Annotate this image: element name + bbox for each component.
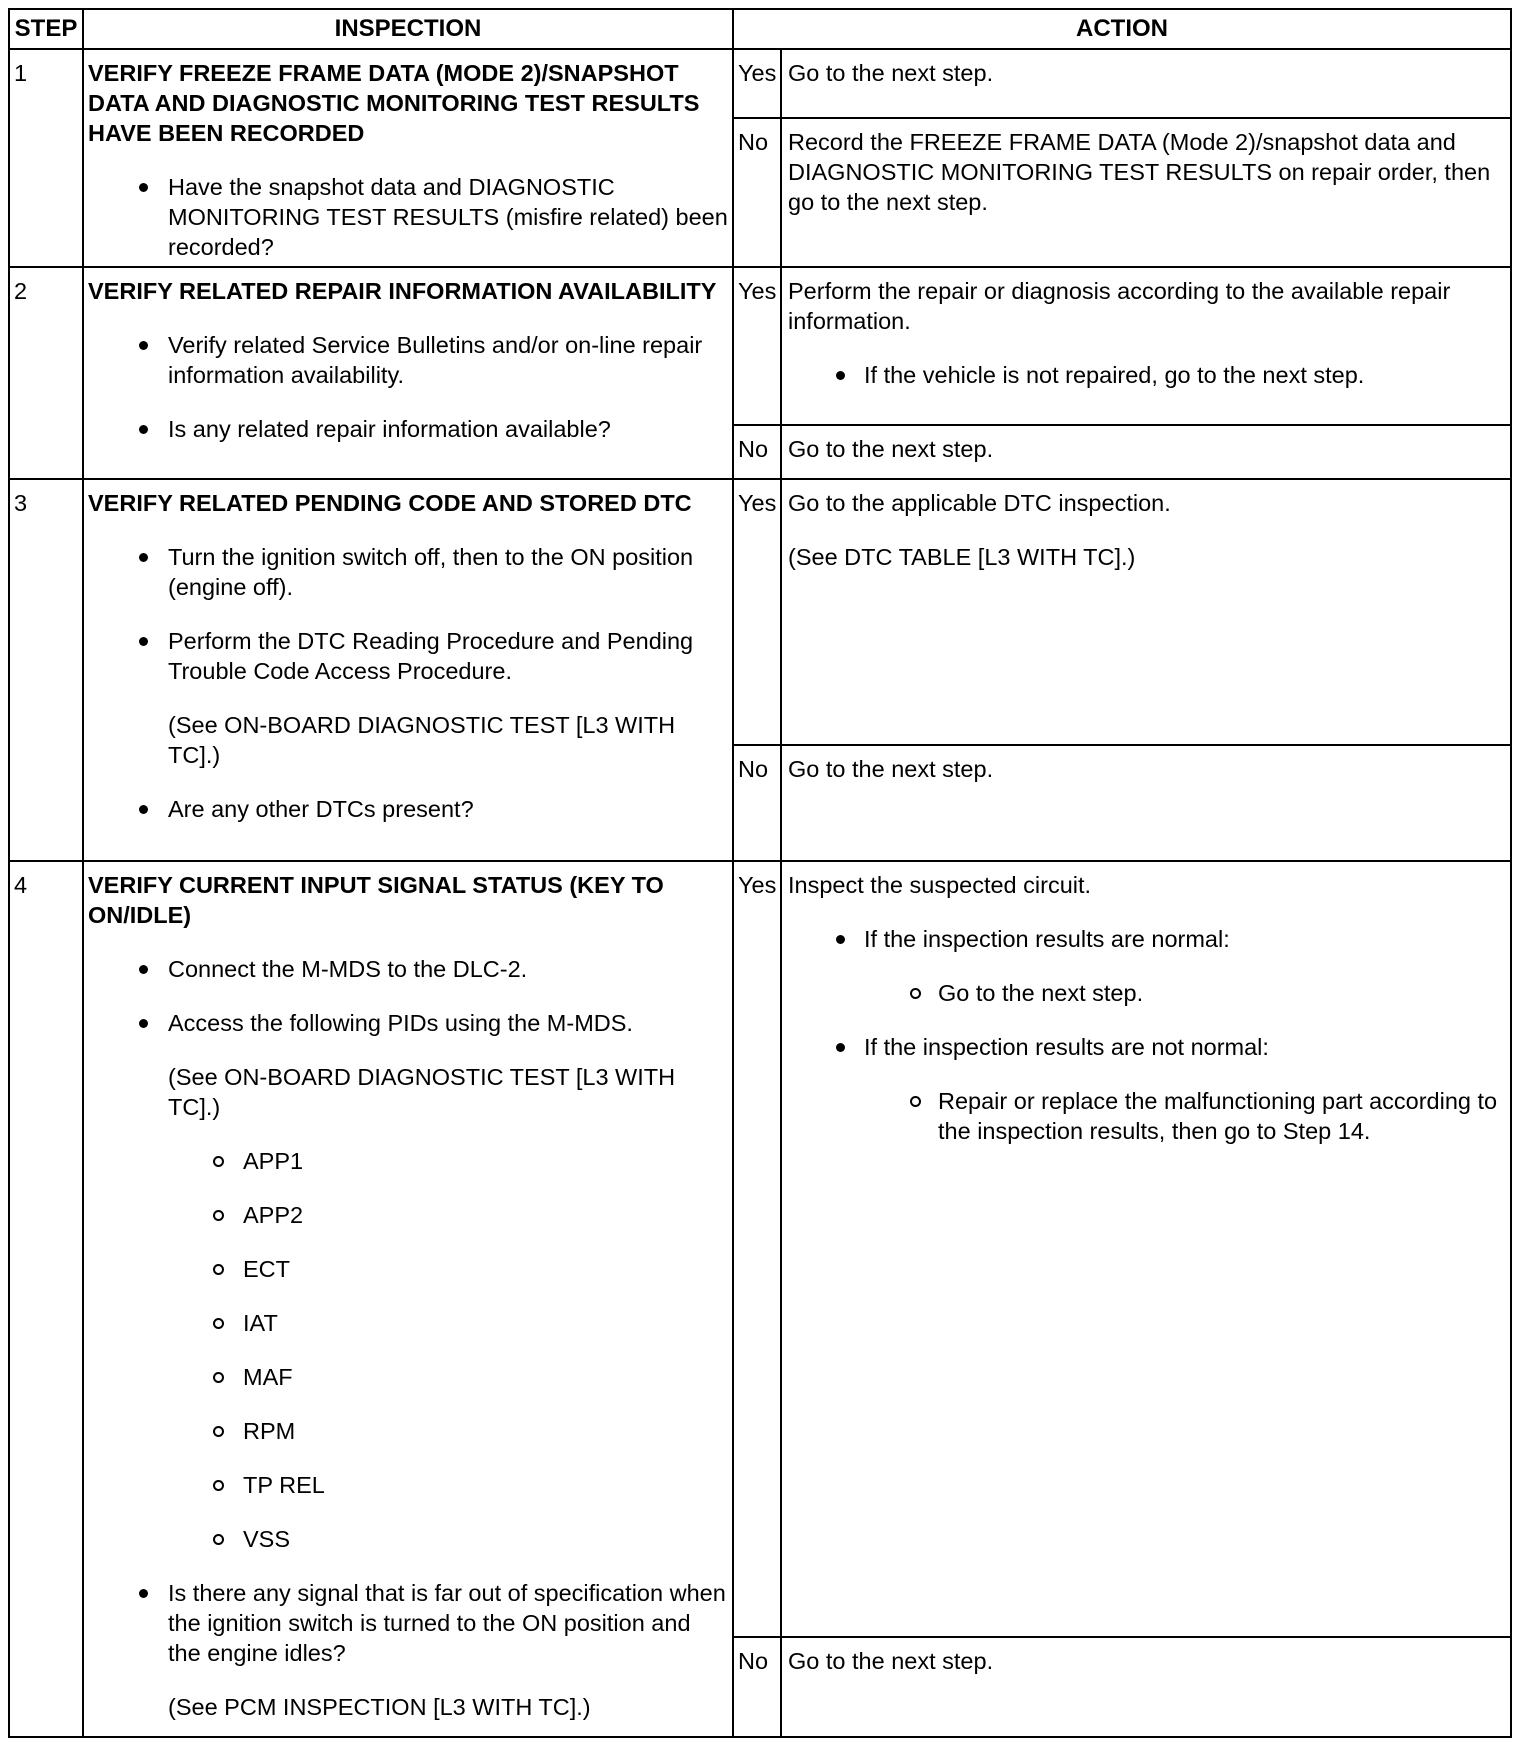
step-4-yes-normal: If the inspection results are normal: xyxy=(788,924,1504,954)
step-3-no-action: Go to the next step. xyxy=(781,745,1511,861)
step-3-yes-see: (See DTC TABLE [L3 WITH TC].) xyxy=(788,544,1136,570)
step-3-no-label: No xyxy=(733,745,781,861)
step-3-bullet-3: Are any other DTCs present? xyxy=(88,794,728,824)
header-inspection: INSPECTION xyxy=(83,9,733,49)
step-4-see-2: (See PCM INSPECTION [L3 WITH TC].) xyxy=(168,1694,591,1720)
step-1-title: VERIFY FREEZE FRAME DATA (MODE 2)/SNAPSHOT DATA AND DIAGNOSTIC MONITORING TEST RESULTS HAVE BEEN RECORDED xyxy=(88,60,700,146)
step-2-yes-row xyxy=(9,267,1511,425)
step-3-yes-action xyxy=(781,479,1511,745)
step-3-see: (See ON-BOARD DIAGNOSTIC TEST [L3 WITH TC].) xyxy=(168,712,676,768)
step-1-no-action: Record the FREEZE FRAME DATA (Mode 2)/snapshot data and DIAGNOSTIC MONITORING TEST RESULTS on repair order, then go to the next step. xyxy=(781,118,1511,267)
pid-item: RPM xyxy=(88,1416,728,1446)
step-4-bullet-3: Is there any signal that is far out of specification when the ignition switch is turned to the ON position and the engine idles? xyxy=(88,1578,728,1668)
step-2-bullet-2: Is any related repair information available? xyxy=(88,414,728,444)
step-2-inspection xyxy=(83,267,733,479)
step-2-title: VERIFY RELATED REPAIR INFORMATION AVAILABILITY xyxy=(88,278,717,304)
header-step: STEP xyxy=(9,9,83,49)
step-1-yes-action: Go to the next step. xyxy=(781,49,1511,118)
pid-item: VSS xyxy=(88,1524,728,1554)
step-4-yes-row xyxy=(9,861,1511,1637)
step-4-yes-text: Inspect the suspected circuit. xyxy=(788,872,1092,898)
step-4-yes-action xyxy=(781,861,1511,1637)
step-3-yes-label: Yes xyxy=(733,479,781,745)
step-2-yes-text: Perform the repair or diagnosis according to the available repair information. xyxy=(788,278,1451,334)
step-2-number: 2 xyxy=(9,267,83,479)
header-row xyxy=(9,9,1511,49)
step-4-yes-abnormal: If the inspection results are not normal: xyxy=(788,1032,1504,1062)
step-3-yes-row xyxy=(9,479,1511,745)
step-1-bullet-1: Have the snapshot data and DIAGNOSTIC MONITORING TEST RESULTS (misfire related) been recorded? xyxy=(88,172,728,262)
step-1-yes-row xyxy=(9,49,1511,118)
step-4-number: 4 xyxy=(9,861,83,1737)
step-4-no-action: Go to the next step. xyxy=(781,1637,1511,1737)
step-3-title: VERIFY RELATED PENDING CODE AND STORED DTC xyxy=(88,490,692,516)
step-4-inspection xyxy=(83,861,733,1737)
pid-item: MAF xyxy=(88,1362,728,1392)
step-2-no-action: Go to the next step. xyxy=(781,425,1511,479)
step-1-yes-label: Yes xyxy=(733,49,781,118)
step-3-bullet-2: Perform the DTC Reading Procedure and Pending Trouble Code Access Procedure. xyxy=(88,626,728,686)
step-2-no-label: No xyxy=(733,425,781,479)
pid-item: IAT xyxy=(88,1308,728,1338)
step-3-bullet-1: Turn the ignition switch off, then to the ON position (engine off). xyxy=(88,542,728,602)
step-4-no-label: No xyxy=(733,1637,781,1737)
step-4-yes-abnormal-sub: Repair or replace the malfunctioning part according to the inspection results, then go to Step 14. xyxy=(788,1086,1504,1146)
step-2-bullet-1: Verify related Service Bulletins and/or on-line repair information availability. xyxy=(88,330,728,390)
step-2-yes-label: Yes xyxy=(733,267,781,425)
step-2-yes-bullet: If the vehicle is not repaired, go to the next step. xyxy=(788,360,1504,390)
step-1-no-label: No xyxy=(733,118,781,267)
step-4-title: VERIFY CURRENT INPUT SIGNAL STATUS (KEY TO ON/IDLE) xyxy=(88,872,664,928)
pid-item: APP2 xyxy=(88,1200,728,1230)
step-3-yes-text: Go to the applicable DTC inspection. xyxy=(788,490,1171,516)
step-1-number: 1 xyxy=(9,49,83,267)
step-4-yes-label: Yes xyxy=(733,861,781,1637)
step-4-yes-normal-sub: Go to the next step. xyxy=(788,978,1504,1008)
diagnostic-table xyxy=(8,8,1512,1738)
step-1-inspection xyxy=(83,49,733,267)
step-3-inspection xyxy=(83,479,733,861)
pid-item: APP1 xyxy=(88,1146,728,1176)
step-4-bullet-1: Connect the M-MDS to the DLC-2. xyxy=(88,954,728,984)
step-3-number: 3 xyxy=(9,479,83,861)
step-2-yes-action xyxy=(781,267,1511,425)
pid-item: TP REL xyxy=(88,1470,728,1500)
step-4-bullet-2: Access the following PIDs using the M-MDS. xyxy=(88,1008,728,1038)
step-4-see: (See ON-BOARD DIAGNOSTIC TEST [L3 WITH TC].) xyxy=(168,1064,676,1120)
header-action: ACTION xyxy=(733,9,1511,49)
pid-item: ECT xyxy=(88,1254,728,1284)
